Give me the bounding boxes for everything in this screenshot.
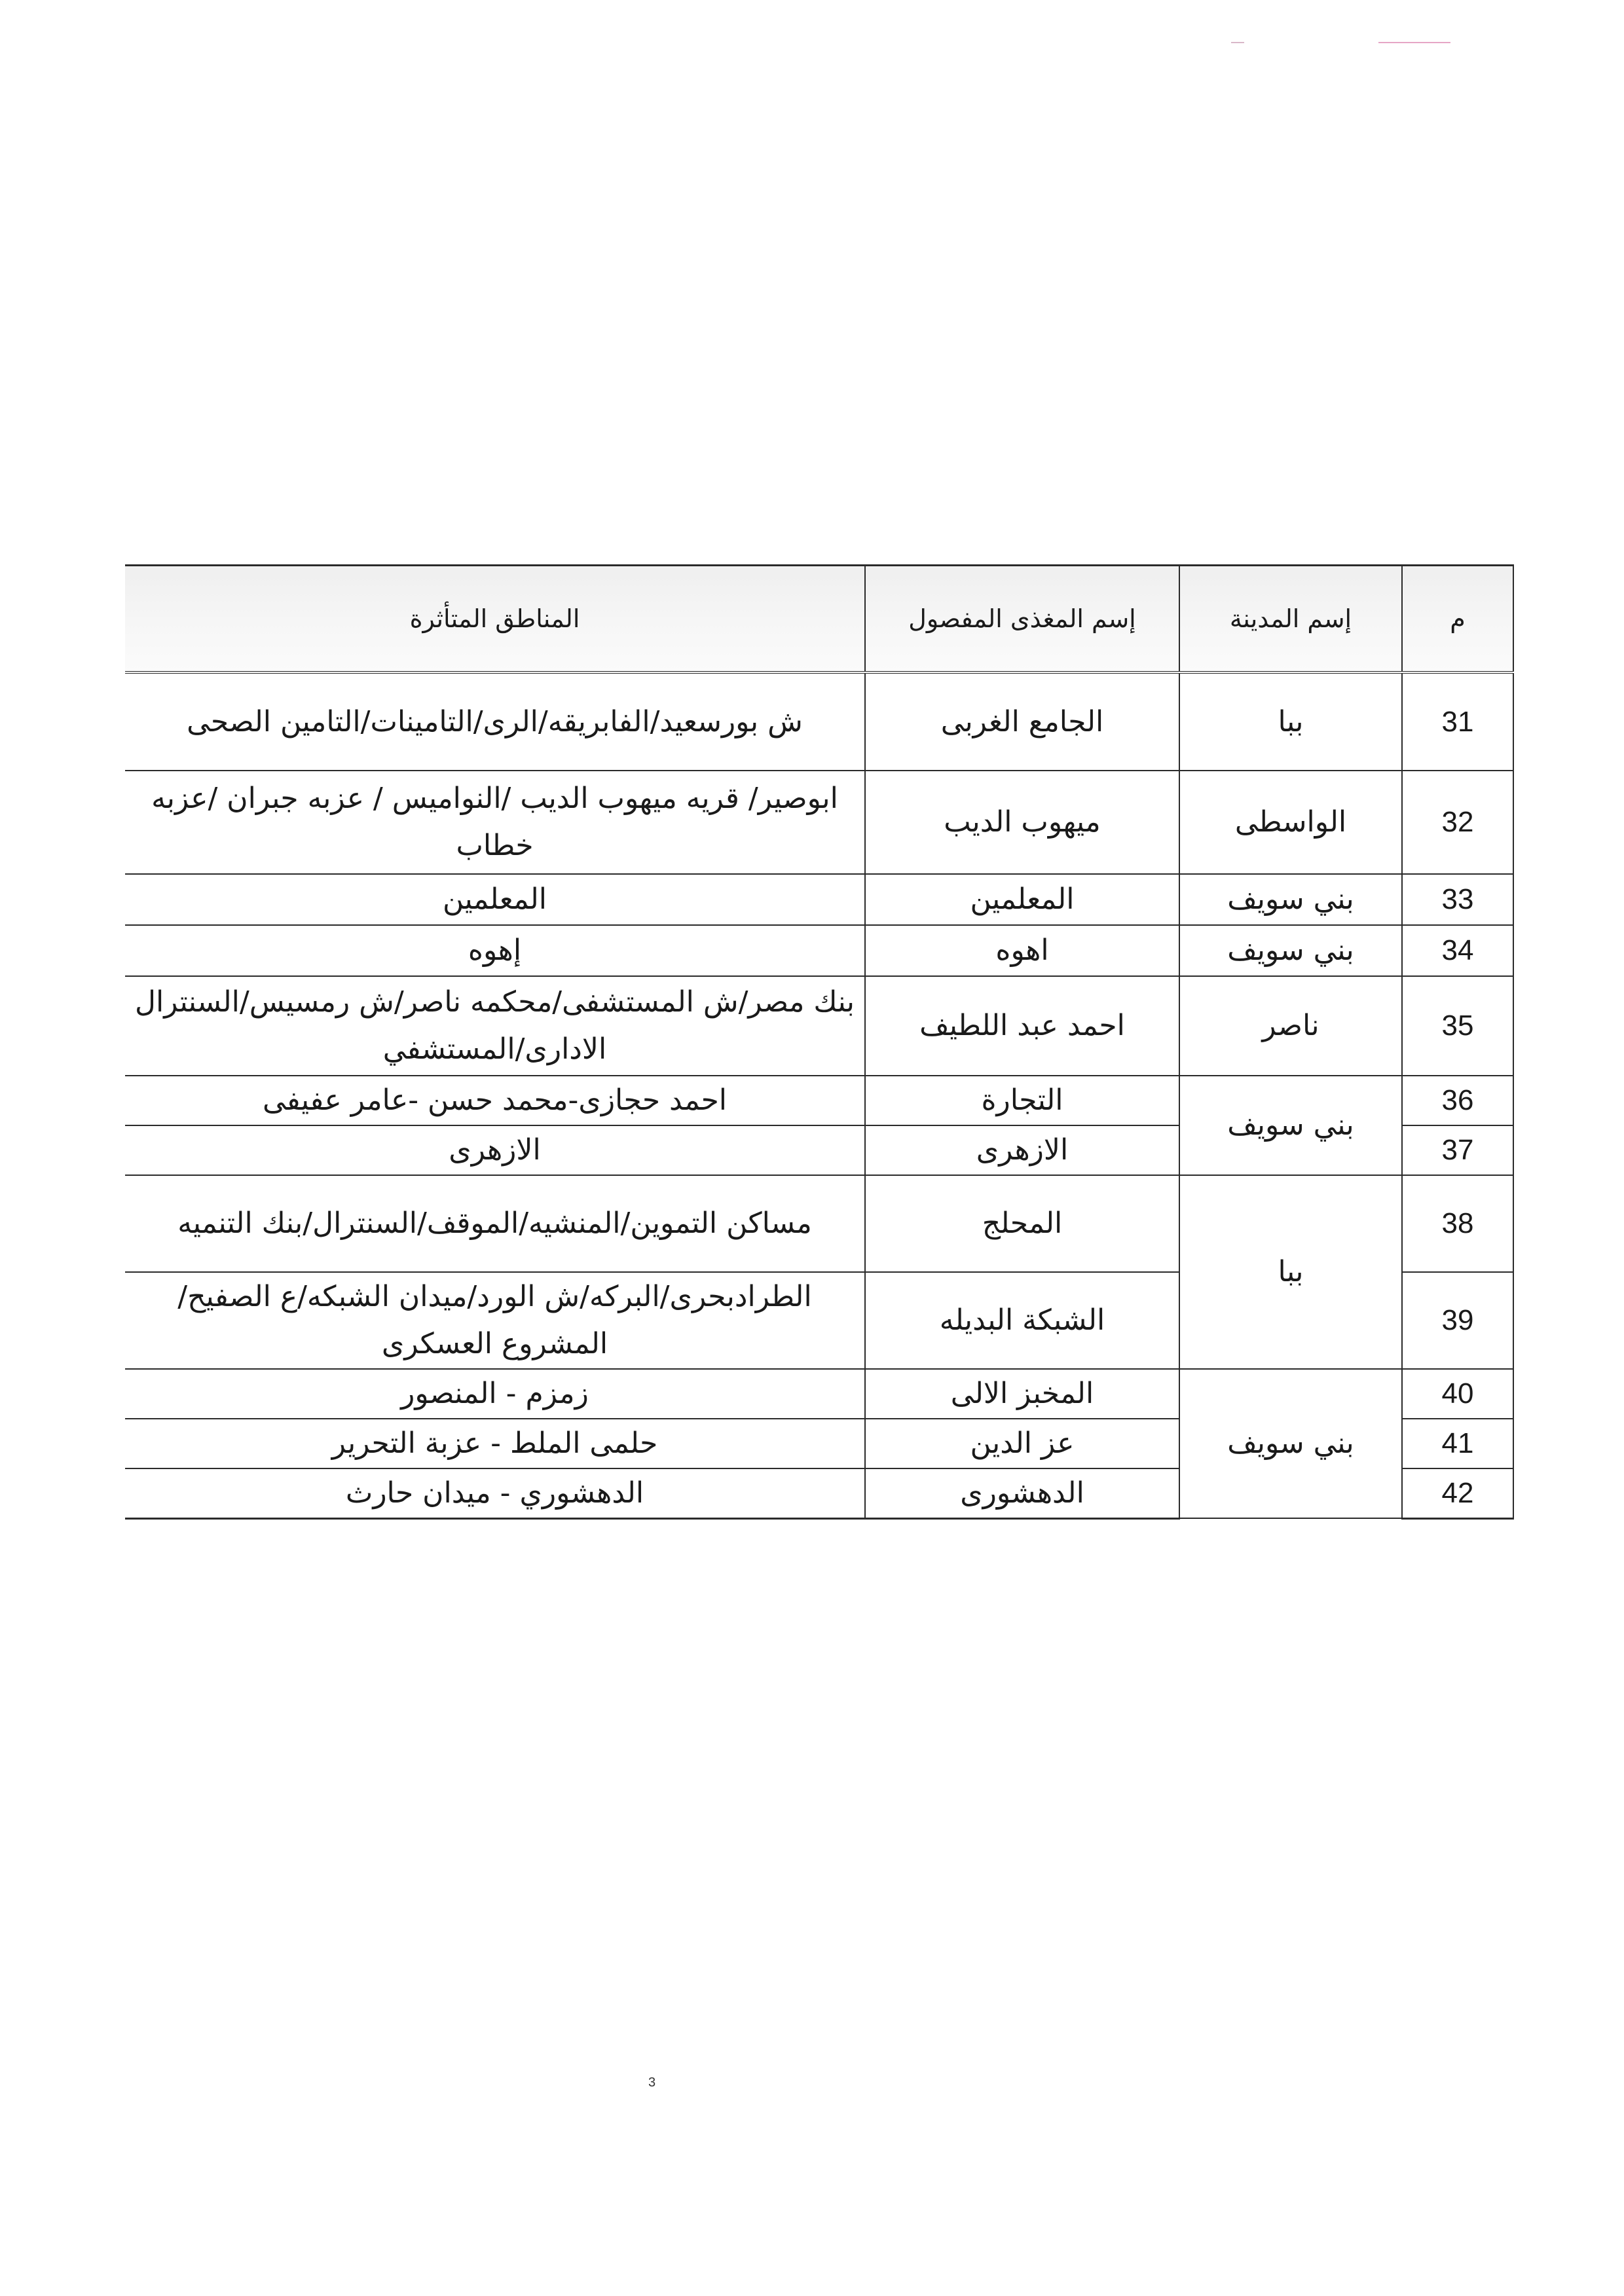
- table-container: [126, 564, 1474, 1527]
- row-number: 36: [1402, 1076, 1513, 1125]
- row-city: بني سويف: [1179, 925, 1402, 976]
- row-areas: الطرادبحرى/البركه/ش الورد/ميدان الشبكه/ع الصفيح/المشروع العسكرى: [125, 1272, 865, 1369]
- row-areas: زمزم - المنصور: [125, 1369, 865, 1419]
- table-header-row: [125, 566, 1513, 673]
- row-feeder: الشبكة البديله: [865, 1272, 1179, 1369]
- row-city: بني سويف: [1179, 1369, 1402, 1518]
- row-city: ناصر: [1179, 976, 1402, 1076]
- row-feeder: الدهشورى: [865, 1468, 1179, 1518]
- header-city: إسم المدينة: [1179, 566, 1402, 673]
- row-areas: إهوه: [125, 925, 865, 976]
- row-feeder: الجامع الغربى: [865, 672, 1179, 771]
- row-areas: احمد حجازى-محمد حسن -عامر عفيفى: [125, 1076, 865, 1125]
- row-number: 35: [1402, 976, 1513, 1076]
- row-number: 32: [1402, 771, 1513, 874]
- page-number: 3: [648, 2075, 656, 2090]
- row-areas: حلمى الملط - عزبة التحرير: [125, 1419, 865, 1468]
- row-city: ببا: [1179, 1175, 1402, 1369]
- row-areas: الدهشوري - ميدان حارث: [125, 1468, 865, 1518]
- affected-areas-table: [125, 564, 1514, 1520]
- row-feeder: المحلج: [865, 1175, 1179, 1272]
- row-areas: بنك مصر/ش المستشفى/محكمه ناصر/ش رمسيس/السنترال الادارى/المستشفي: [125, 976, 865, 1076]
- row-areas: مساكن التموين/المنشيه/الموقف/السنترال/بنك التنميه: [125, 1175, 865, 1272]
- row-feeder: احمد عبد اللطيف: [865, 976, 1179, 1076]
- row-city: ببا: [1179, 672, 1402, 771]
- header-areas: المناطق المتأثرة: [125, 566, 865, 673]
- row-areas: ش بورسعيد/الفابريقه/الرى/التامينات/التامين الصحى: [125, 672, 865, 771]
- row-number: 41: [1402, 1419, 1513, 1468]
- table-row: [125, 925, 1513, 976]
- scan-mark-right: [1378, 42, 1450, 43]
- row-feeder: اهوه: [865, 925, 1179, 976]
- row-areas: ابوصير/ قريه ميهوب الديب /النواميس / عزبه جبران /عزبه خطاب: [125, 771, 865, 874]
- header-number: م: [1402, 566, 1513, 673]
- row-feeder: المعلمين: [865, 874, 1179, 925]
- row-number: 31: [1402, 672, 1513, 771]
- row-number: 37: [1402, 1125, 1513, 1175]
- row-city: الواسطى: [1179, 771, 1402, 874]
- table-row: [125, 1369, 1513, 1419]
- row-feeder: المخبز الالى: [865, 1369, 1179, 1419]
- table-row: [125, 874, 1513, 925]
- header-feeder: إسم المغذى المفصول: [865, 566, 1179, 673]
- table-row: [125, 771, 1513, 874]
- row-feeder: التجارة: [865, 1076, 1179, 1125]
- row-number: 40: [1402, 1369, 1513, 1419]
- row-areas: المعلمين: [125, 874, 865, 925]
- row-feeder: ميهوب الديب: [865, 771, 1179, 874]
- table-row: [125, 672, 1513, 771]
- row-feeder: عز الدين: [865, 1419, 1179, 1468]
- scan-mark-left: [1231, 42, 1244, 43]
- row-number: 39: [1402, 1272, 1513, 1369]
- row-number: 33: [1402, 874, 1513, 925]
- table-row: [125, 976, 1513, 1076]
- table-row: [125, 1175, 1513, 1272]
- row-areas: الازهرى: [125, 1125, 865, 1175]
- table-row: [125, 1076, 1513, 1125]
- row-number: 42: [1402, 1468, 1513, 1518]
- row-number: 38: [1402, 1175, 1513, 1272]
- row-feeder: الازهرى: [865, 1125, 1179, 1175]
- row-city: بني سويف: [1179, 874, 1402, 925]
- row-city: بني سويف: [1179, 1076, 1402, 1175]
- row-number: 34: [1402, 925, 1513, 976]
